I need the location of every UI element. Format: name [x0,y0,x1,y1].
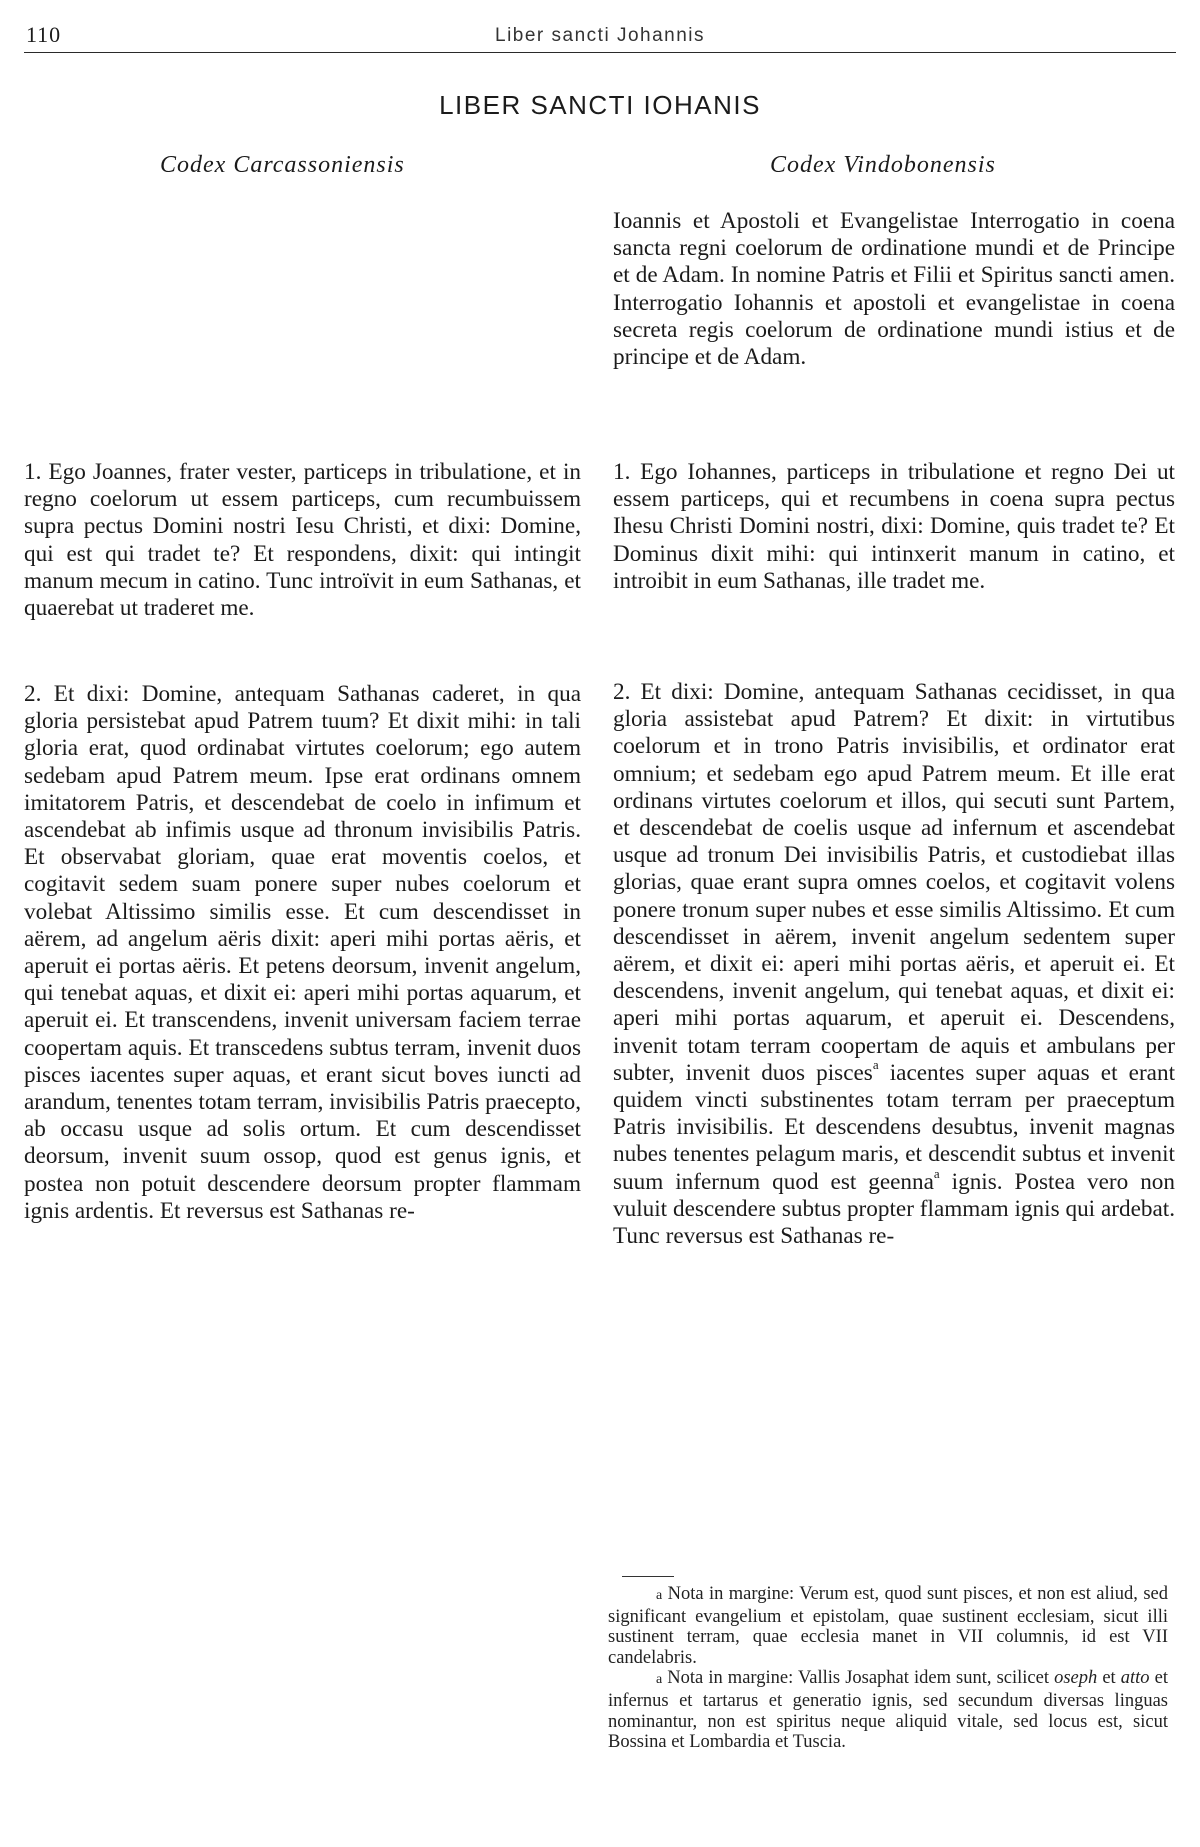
right-p2-part1: 2. Et dixi: Domine, antequam Sathanas cecidisset, in qua gloria assistebat apud Patrem? Et dixit: in virtutibus coelorum et in trono Patris invisibilis, et ordinator erat omnium; et sedebam ego apud Patrem meum. Et ille erat ordinans virtutes coelorum et illos, qui secuti sunt Partem, et descendebat de coelis usque ad infernum et ascendebat usque ad tronum Dei invisibilis Patris, et custodiebat illas glorias, quae erant supra omnes coelos, et cogitavit volens ponere tronum super nubes et esse similis Altissimo. Et cum descendisset in aërem, invenit angelum sedentem super aërem, et dixit ei: aperi mihi portas aëris, et aperuit ei. Et descendens, invenit angelum, qui tenebat aquas, et dixit ei: aperi mihi portas aquarum, et aperuit ei. Descendens, invenit totam terram coopertam de aquis et ambulans per subter, invenit duos pisces [613,679,1175,1086]
footnote-rule [622,1576,674,1577]
footnote-2-pre: Nota in margine: Vallis Josaphat idem sunt, scilicet [662,1668,1055,1689]
running-head [24,22,1176,53]
footnote-2 [608,1668,1168,1752]
codex-right-heading: Codex Vindobonensis [770,152,996,178]
left-paragraph-2 [24,681,581,1225]
right-paragraph-2-text [613,679,1175,1250]
footnote-ref-2: a [933,1165,940,1181]
codex-left-heading: Codex Carcassoniensis [160,152,405,178]
right-paragraph-1-text: 1. Ego Iohannes, particeps in tribulatione et regno Dei ut essem particeps, qui et recumbens in coena supra pectus Ihesu Christi Domini nostri, dixi: Domine, quis tradet te? Et Dominus dixit mihi: qui intinxerit manum in catino, et introibit in eum Sathanas, ille tradet me. [613,459,1175,594]
page-number: 110 [26,22,62,47]
left-paragraph-1-text: 1. Ego Joannes, frater vester, particeps in tribulatione, et in regno coelorum ut essem particeps, cum recumbuissem supra pectus Domini nostri Iesu Christi, et dixi: Domine, qui est qui tradet te? Et respondens, dixit: qui intingit manum mecum in catino. Tunc introïvit in eum Sathanas, et quaerebat ut traderet me. [24,459,581,622]
footnote-2-mid: et [1097,1668,1121,1689]
footnote-2-post: et infernus et tartarus et generatio ignis, sed secundum diversas linguas nominantur, non est spiritus neque aliquid vitale, sed locus est, sicut Bossina et Lombardia et Tuscia. [608,1668,1168,1753]
footnote-ref-1: a [872,1057,879,1073]
footnote-2-italic-1: oseph [1054,1668,1098,1689]
left-paragraph-2-text: 2. Et dixi: Domine, antequam Sathanas caderet, in qua gloria persistebat apud Patrem tuum? Et dixit mihi: in tali gloria erat, quod ordinabat virtutes coelorum; ego autem sedebam apud Patrem meum. Ipse erat ordinans omnem imitatorem Patris, et descendebat de coelo in infimum et ascendebat ab infimis usque ad thronum invisibilis Patris. Et observabat gloriam, quae erat moventis coelos, et cogitavit sedem suam ponere super nubes coelorum et volebat Altissimo similis esse. Et cum descendisset in aërem, ad angelum aëris dixit: aperi mihi portas aëris, et aperuit ei portas aëris. Et petens deorsum, invenit angelum, qui tenebat aquas, et dixit ei: aperi mihi portas aquarum, et aperuit ei. Et transcendens, invenit universam faciem terrae coopertam aquis. Et transcedens subtus terram, invenit duos pisces iacentes super aquas, et erant sicut boves iuncti ad arandum, tenentes totam terram, invisibilis Patris praecepto, ab occasu usque ad solis ortum. Et cum descendisset deorsum, invenit suum ossop, quod est genus ignis, et postea non potuit descendere deorsum propter flammam ignis ardentis. Et reversus est Sathanas re- [24,681,581,1224]
footnote-1 [608,1584,1168,1668]
left-paragraph-1 [24,459,581,622]
footnote-2-marker: a [656,1672,663,1688]
footnotes [608,1584,1168,1753]
right-intro-text: Ioannis et Apostoli et Evangelistae Interrogatio in coena sancta regni coelorum de ordinatione mundi et de Principe et de Adam. In nomine Patris et Filii et Spiritus sancti amen. Interrogatio Iohannis et apostoli et evangelistae in coena secreta regis coelorum de ordinatione mundi istius et de principe et de Adam. [613,208,1175,371]
right-p2-part3: ignis. Postea vero non vuluit descendere subtus propter flammam ignis qui ardebat. Tunc reversus est Sathanas re- [613,1168,1175,1250]
footnote-1-marker: a [656,1588,663,1603]
running-title: Liber sancti Johannis [495,25,705,46]
right-p2-part2: iacentes super aquas et erant quidem vincti substinentes totam terram per praeceptum Patris invisibilis. Et descendens desubtus, invenit magnas nubes tenentes pelagum maris, et descendit subtus et invenit suum infernum quod est geenna [613,1059,1176,1195]
right-intro [613,208,1175,371]
main-title: LIBER SANCTI IOHANIS [439,90,761,120]
footnote-2-italic-2: atto [1120,1668,1150,1689]
footnote-1-text: Nota in margine: Verum est, quod sunt pisces, et non est aliud, sed significant evangelium et epistolam, quae sustinent ecclesiam, sicut illi sustinent terram, quae ecclesia manet in VII columnis, id est VII candelabris. [608,1584,1168,1668]
right-paragraph-2 [613,679,1175,1250]
right-paragraph-1 [613,459,1175,595]
